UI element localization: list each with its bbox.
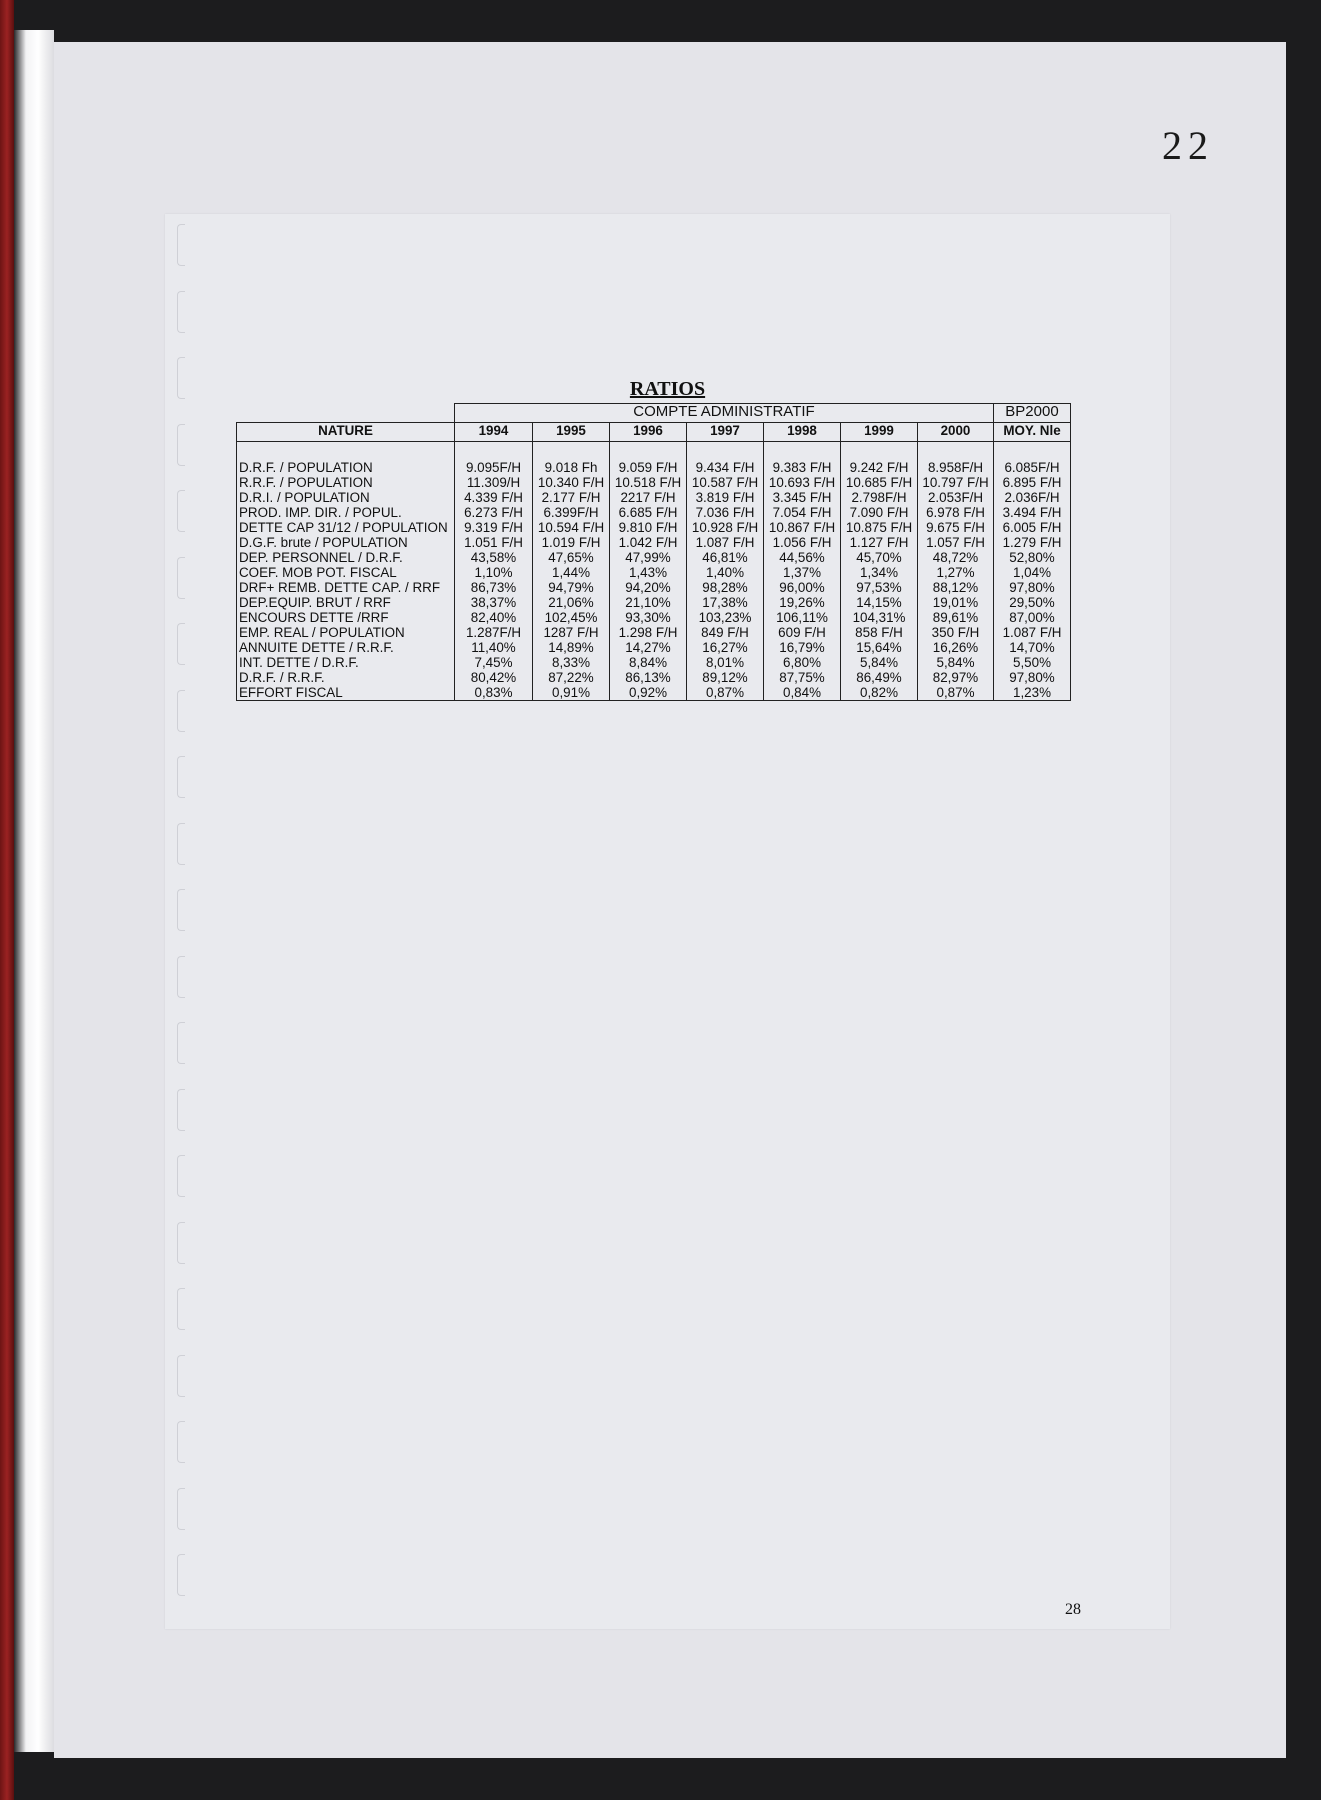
table-cell: 45,70% <box>841 550 918 565</box>
table-row <box>237 475 1071 490</box>
table-cell: 10.518 F/H <box>610 475 687 490</box>
table-cell: 46,81% <box>687 550 764 565</box>
row-label: DETTE CAP 31/12 / POPULATION <box>237 520 455 535</box>
table-cell: 97,80% <box>994 580 1071 595</box>
table-cell: 6.005 F/H <box>994 520 1071 535</box>
table-cell: 9.018 Fh <box>533 460 610 475</box>
table-cell: 1,04% <box>994 565 1071 580</box>
table-cell: 21,06% <box>533 595 610 610</box>
table-cell: 14,89% <box>533 640 610 655</box>
table-cell: 10.875 F/H <box>841 520 918 535</box>
table-cell: 9.095F/H <box>455 460 533 475</box>
punch-hole <box>177 424 185 466</box>
row-label: ANNUITE DETTE / R.R.F. <box>237 640 455 655</box>
table-cell: 10.340 F/H <box>533 475 610 490</box>
table-cell: 16,79% <box>764 640 841 655</box>
table-cell: 10.587 F/H <box>687 475 764 490</box>
table-cell: 6.685 F/H <box>610 505 687 520</box>
column-header: MOY. Nle <box>994 423 1071 442</box>
table-cell: 1,37% <box>764 565 841 580</box>
table-cell: 29,50% <box>994 595 1071 610</box>
row-label: EFFORT FISCAL <box>237 685 455 701</box>
table-row <box>237 580 1071 595</box>
table-cell: 97,80% <box>994 670 1071 685</box>
table-cell: 19,26% <box>764 595 841 610</box>
table-cell: 9.675 F/H <box>918 520 994 535</box>
table-cell: 2.053F/H <box>918 490 994 505</box>
table-cell: 97,53% <box>841 580 918 595</box>
row-label: PROD. IMP. DIR. / POPUL. <box>237 505 455 520</box>
punch-hole <box>177 1222 185 1264</box>
table-cell: 21,10% <box>610 595 687 610</box>
table-cell: 93,30% <box>610 610 687 625</box>
punch-hole <box>177 224 185 266</box>
table-cell: 7.090 F/H <box>841 505 918 520</box>
column-header: 1997 <box>687 423 764 442</box>
document-sheet <box>165 214 1170 1629</box>
table-cell: 16,26% <box>918 640 994 655</box>
punch-hole <box>177 1288 185 1330</box>
table-cell: 1.087 F/H <box>687 535 764 550</box>
table-cell: 98,28% <box>687 580 764 595</box>
table-cell: 4.339 F/H <box>455 490 533 505</box>
table-cell: 102,45% <box>533 610 610 625</box>
table-cell: 10.928 F/H <box>687 520 764 535</box>
table-cell: 14,70% <box>994 640 1071 655</box>
table-cell: 0,92% <box>610 685 687 701</box>
table-header-row <box>237 423 1071 442</box>
table-cell: 16,27% <box>687 640 764 655</box>
binder-edge <box>0 0 14 1800</box>
punch-hole <box>177 623 185 665</box>
punch-hole <box>177 1421 185 1463</box>
punch-hole <box>177 956 185 998</box>
table-cell: 1.057 F/H <box>918 535 994 550</box>
table-cell: 88,12% <box>918 580 994 595</box>
table-cell: 86,73% <box>455 580 533 595</box>
column-header: 1996 <box>610 423 687 442</box>
table-row <box>237 460 1071 475</box>
table-cell: 1.056 F/H <box>764 535 841 550</box>
table-cell: 87,00% <box>994 610 1071 625</box>
table-cell: 0,91% <box>533 685 610 701</box>
table-cell: 5,50% <box>994 655 1071 670</box>
table-cell: 6.399F/H <box>533 505 610 520</box>
table-cell: 0,83% <box>455 685 533 701</box>
row-label: EMP. REAL / POPULATION <box>237 625 455 640</box>
table-row <box>237 670 1071 685</box>
table-cell: 5,84% <box>918 655 994 670</box>
table-cell: 9.319 F/H <box>455 520 533 535</box>
table-cell: 9.059 F/H <box>610 460 687 475</box>
table-cell: 47,99% <box>610 550 687 565</box>
table-cell: 10.693 F/H <box>764 475 841 490</box>
table-cell: 7,45% <box>455 655 533 670</box>
punch-hole <box>177 756 185 798</box>
table-cell: 0,87% <box>687 685 764 701</box>
row-label: DEP.EQUIP. BRUT / RRF <box>237 595 455 610</box>
column-header: NATURE <box>237 423 455 442</box>
table-cell: 858 F/H <box>841 625 918 640</box>
table-body <box>237 442 1071 701</box>
table-cell: 48,72% <box>918 550 994 565</box>
table-cell: 89,12% <box>687 670 764 685</box>
table-cell: 2.036F/H <box>994 490 1071 505</box>
table-row <box>237 595 1071 610</box>
column-header: 1998 <box>764 423 841 442</box>
table-cell: 9.383 F/H <box>764 460 841 475</box>
table-cell: 7.036 F/H <box>687 505 764 520</box>
row-label: INT. DETTE / D.R.F. <box>237 655 455 670</box>
row-label: D.G.F. brute / POPULATION <box>237 535 455 550</box>
group-header-compte: COMPTE ADMINISTRATIF <box>455 404 994 423</box>
table-cell: 9.810 F/H <box>610 520 687 535</box>
table-cell: 1.127 F/H <box>841 535 918 550</box>
table-cell: 94,20% <box>610 580 687 595</box>
table-cell: 103,23% <box>687 610 764 625</box>
punch-hole <box>177 823 185 865</box>
table-cell: 1,34% <box>841 565 918 580</box>
table-row <box>237 685 1071 701</box>
table-cell: 87,75% <box>764 670 841 685</box>
table-cell: 106,11% <box>764 610 841 625</box>
table-cell: 8,84% <box>610 655 687 670</box>
row-label: ENCOURS DETTE /RRF <box>237 610 455 625</box>
table-cell: 1,23% <box>994 685 1071 701</box>
table-cell: 849 F/H <box>687 625 764 640</box>
table-cell: 1.051 F/H <box>455 535 533 550</box>
table-cell: 609 F/H <box>764 625 841 640</box>
scanned-page <box>54 42 1286 1758</box>
table-cell: 52,80% <box>994 550 1071 565</box>
table-cell: 6.978 F/H <box>918 505 994 520</box>
row-label: D.R.F. / POPULATION <box>237 460 455 475</box>
punch-hole <box>177 1488 185 1530</box>
table-cell: 1.042 F/H <box>610 535 687 550</box>
table-cell: 10.797 F/H <box>918 475 994 490</box>
table-cell: 86,13% <box>610 670 687 685</box>
table-cell: 11,40% <box>455 640 533 655</box>
table-cell: 7.054 F/H <box>764 505 841 520</box>
punch-hole <box>177 1554 185 1596</box>
table-cell: 14,15% <box>841 595 918 610</box>
table-cell: 10.594 F/H <box>533 520 610 535</box>
column-header: 2000 <box>918 423 994 442</box>
table-cell: 6.895 F/H <box>994 475 1071 490</box>
table-cell: 2.798F/H <box>841 490 918 505</box>
punch-hole <box>177 557 185 599</box>
table-cell: 15,64% <box>841 640 918 655</box>
table-cell: 0,84% <box>764 685 841 701</box>
table-cell: 1.298 F/H <box>610 625 687 640</box>
punch-hole <box>177 1022 185 1064</box>
table-cell: 17,38% <box>687 595 764 610</box>
table-cell: 3.494 F/H <box>994 505 1071 520</box>
table-cell: 1287 F/H <box>533 625 610 640</box>
table-cell: 350 F/H <box>918 625 994 640</box>
binder-strip <box>14 30 54 1752</box>
table-cell: 1,43% <box>610 565 687 580</box>
punch-hole <box>177 1155 185 1197</box>
table-cell: 9.242 F/H <box>841 460 918 475</box>
table-cell: 8.958F/H <box>918 460 994 475</box>
table-cell: 9.434 F/H <box>687 460 764 475</box>
table-cell: 1,10% <box>455 565 533 580</box>
table-cell: 10.867 F/H <box>764 520 841 535</box>
punch-hole <box>177 291 185 333</box>
table-cell: 1,40% <box>687 565 764 580</box>
group-header-blank <box>237 404 455 423</box>
table-cell: 44,56% <box>764 550 841 565</box>
table-cell: 19,01% <box>918 595 994 610</box>
table-row <box>237 625 1071 640</box>
table-row <box>237 550 1071 565</box>
table-cell: 0,87% <box>918 685 994 701</box>
column-header: 1994 <box>455 423 533 442</box>
punch-hole <box>177 1089 185 1131</box>
table-cell: 0,82% <box>841 685 918 701</box>
table-cell: 1,44% <box>533 565 610 580</box>
column-header: 1995 <box>533 423 610 442</box>
table-cell: 10.685 F/H <box>841 475 918 490</box>
table-cell: 87,22% <box>533 670 610 685</box>
table-row <box>237 490 1071 505</box>
table-cell: 2217 F/H <box>610 490 687 505</box>
table-cell: 8,01% <box>687 655 764 670</box>
table-cell: 1,27% <box>918 565 994 580</box>
table-cell: 3.819 F/H <box>687 490 764 505</box>
table-cell: 80,42% <box>455 670 533 685</box>
table-cell: 5,84% <box>841 655 918 670</box>
table-row <box>237 640 1071 655</box>
table-cell: 86,49% <box>841 670 918 685</box>
table-row <box>237 565 1071 580</box>
table-cell: 1.019 F/H <box>533 535 610 550</box>
table-row <box>237 535 1071 550</box>
table-cell: 47,65% <box>533 550 610 565</box>
page-number-top: 22 <box>1162 123 1214 168</box>
punch-hole <box>177 490 185 532</box>
table-cell: 6.273 F/H <box>455 505 533 520</box>
table-cell: 14,27% <box>610 640 687 655</box>
row-label: DEP. PERSONNEL / D.R.F. <box>237 550 455 565</box>
table-cell: 8,33% <box>533 655 610 670</box>
column-header: 1999 <box>841 423 918 442</box>
table-cell: 94,79% <box>533 580 610 595</box>
page-title: RATIOS <box>629 378 706 400</box>
row-label: D.R.F. / R.R.F. <box>237 670 455 685</box>
table-cell: 82,40% <box>455 610 533 625</box>
table-cell: 3.345 F/H <box>764 490 841 505</box>
punch-hole <box>177 1355 185 1397</box>
group-header-bp2000: BP2000 <box>994 404 1071 423</box>
table-group-header-row <box>237 404 1071 423</box>
table-cell: 6.085F/H <box>994 460 1071 475</box>
table-row <box>237 655 1071 670</box>
table-cell: 38,37% <box>455 595 533 610</box>
table-cell: 11.309/H <box>455 475 533 490</box>
row-label: COEF. MOB POT. FISCAL <box>237 565 455 580</box>
table-cell: 2.177 F/H <box>533 490 610 505</box>
punch-holes <box>173 214 203 1629</box>
table-cell: 1.287F/H <box>455 625 533 640</box>
table-cell: 6,80% <box>764 655 841 670</box>
page-number-bottom: 28 <box>1065 1601 1081 1618</box>
ratios-table <box>236 403 1071 701</box>
punch-hole <box>177 889 185 931</box>
table-cell: 43,58% <box>455 550 533 565</box>
table-cell: 82,97% <box>918 670 994 685</box>
table-cell: 89,61% <box>918 610 994 625</box>
table-cell: 96,00% <box>764 580 841 595</box>
row-label: D.R.I. / POPULATION <box>237 490 455 505</box>
table-spacer-row <box>237 442 1071 461</box>
table-row <box>237 520 1071 535</box>
table-cell: 1.279 F/H <box>994 535 1071 550</box>
row-label: DRF+ REMB. DETTE CAP. / RRF <box>237 580 455 595</box>
table-row <box>237 610 1071 625</box>
punch-hole <box>177 690 185 732</box>
table-cell: 1.087 F/H <box>994 625 1071 640</box>
table-row <box>237 505 1071 520</box>
table-cell: 104,31% <box>841 610 918 625</box>
row-label: R.R.F. / POPULATION <box>237 475 455 490</box>
